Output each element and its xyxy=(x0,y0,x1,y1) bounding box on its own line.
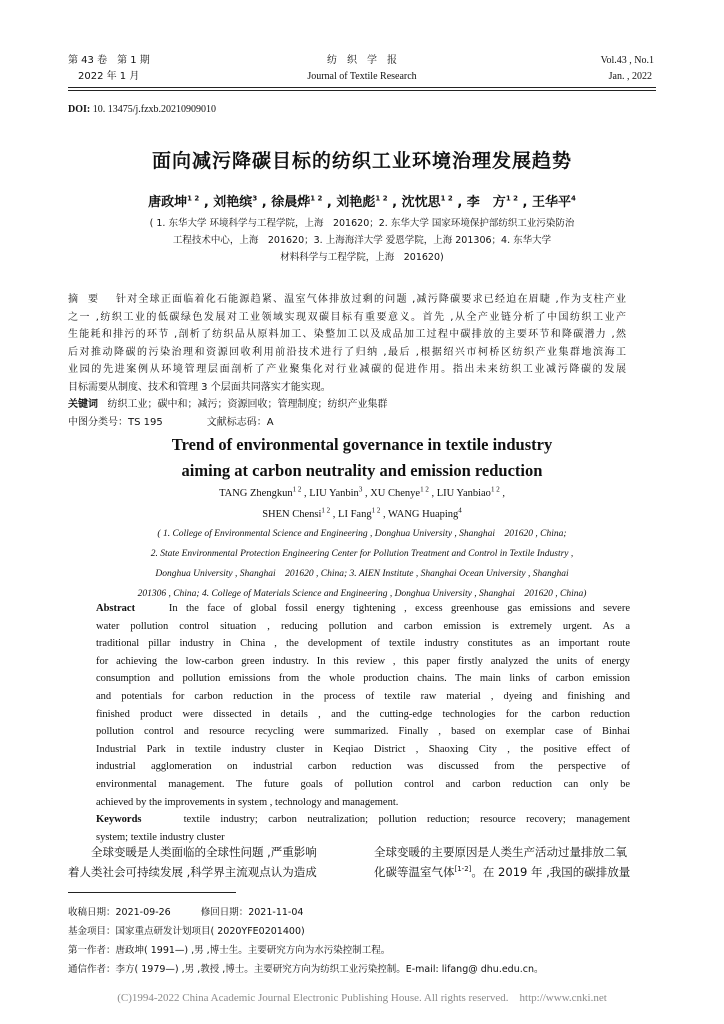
body-text: 。在 2019 年 ,我国的碳排放量 xyxy=(471,864,631,879)
keywords-en-values: textile industry; carbon neutralization; pollution reduction; resource recovery; management xyxy=(183,814,630,826)
author-separator: , xyxy=(322,195,337,210)
author-affiliation-marker: 1 2 xyxy=(310,194,323,203)
authors-en xyxy=(40,483,684,525)
abstract-en-line: achieved by the improvements in system , technology and management. xyxy=(96,796,399,808)
author-separator: , xyxy=(301,488,310,499)
keywords-cn-values: 纺织工业；碳中和；减污；资源回收；管理制度；纺织产业集群 xyxy=(107,399,388,410)
author-affiliation-marker: 1 2 xyxy=(505,194,518,203)
author-affiliation-marker: 1 2 xyxy=(292,485,302,494)
affiliation-cn-line: ( 1. 东华大学 环境科学与工程学院，上海 201620；2. 东华大学 国家环境保护部纺织工业污染防治 xyxy=(149,218,575,229)
abstract-en-line: environmental management. The future goals of pollution control and carbon reduction can only be xyxy=(96,778,630,790)
author-name: LIU Yanbiao xyxy=(436,488,491,499)
footnote-corresponding: 通信作者：李方( 1979—) ,男 ,教授 ,博士。主要研究方向为纺织工业污染控制。E-mail: lifang@ dhu.edu.cn。 xyxy=(68,964,544,975)
author-separator: , xyxy=(380,509,389,520)
author-name: LIU Yanbin xyxy=(309,488,359,499)
body-line xyxy=(374,863,664,883)
author-affiliation-marker: 1 2 xyxy=(187,194,200,203)
affiliations-en xyxy=(60,524,664,604)
header-journal-en: Journal of Textile Research xyxy=(307,71,417,82)
affiliation-en-line: ( 1. College of Environmental Science and Engineering , Donghua University , Shanghai 201620 , China; xyxy=(157,529,567,539)
abstract-cn-line: 针对全球正面临着化石能源趋紧、温室气体排放过剩的问题 ,减污降碳要求已经迫在眉睫 ,作为支柱产业 xyxy=(116,294,626,305)
author-affiliation-marker: 1 2 xyxy=(321,506,331,515)
clc-value: TS 195 xyxy=(128,416,163,428)
author-affiliation-marker: 1 2 xyxy=(490,485,500,494)
body-text: 化碳等温室气体 xyxy=(374,864,455,879)
authors-en-line xyxy=(40,504,684,525)
affiliation-en-line: 201306 , China; 4. College of Materials Science and Engineering , Donghua University , Shanghai 201620 , China) xyxy=(137,589,587,599)
author-affiliation-marker: 1 2 xyxy=(375,194,388,203)
abstract-cn-line: 目标需要从制度、技术和管理 3 个层面共同落实才能实现。 xyxy=(68,381,331,393)
abstract-en-line: finished product were dissected in details , and the cutting-edge technologies for the carbon reduction xyxy=(96,708,630,720)
author-name: 徐晨烨 xyxy=(271,195,311,210)
abstract-cn-label: 摘 要 xyxy=(68,294,98,305)
doi-value: 10. 13475/j.fzxb.20210909010 xyxy=(92,104,217,115)
abstract-en-line: for achieving the low-carbon green industry. In this review , this paper firstly analyzed the units of energy xyxy=(96,655,630,667)
abstract-cn-line: 后对推动降碳的污染治理和资源回收利用前沿技术进行了归纳 ,最后 ,根据绍兴市柯桥区纺织产业集群地滨海工 xyxy=(68,346,626,358)
header-rule-top xyxy=(68,87,656,88)
abstract-cn-line: 业园的先进案例从环境管理层面剖析了产业聚集化对行业减碳的促进作用。指出未来纺织工业减污降碳的发展 xyxy=(68,364,626,375)
page-title-cn: 面向减污降碳目标的纺织工业环境治理发展趋势 xyxy=(151,150,572,172)
abstract-en-line: pollution control and resource recycling were summarized. Finally , based on exemplar case of Binhai xyxy=(96,726,630,738)
author-separator: , xyxy=(330,509,339,520)
authors-cn xyxy=(40,191,684,210)
body-line: 全球变暖的主要原因是人类生产活动过量排放二氧 xyxy=(374,845,627,859)
revised-date: 修回日期：2021-11-04 xyxy=(200,907,304,918)
footnote-rule xyxy=(68,892,236,893)
author-affiliation-marker: 4 xyxy=(458,506,462,515)
author-affiliation-marker: 4 xyxy=(571,194,576,203)
keywords-en-line: system; textile industry cluster xyxy=(96,831,225,843)
doc-code-label: 文献标志码： xyxy=(206,416,267,428)
author-affiliation-marker: 3 xyxy=(358,485,363,494)
author-name: SHEN Chensi xyxy=(262,509,322,520)
abstract-en-line: Industrial Park in textile industry cluster in Keqiao District , Shaoxing City , the positive effect of xyxy=(96,743,630,755)
authors-en-line xyxy=(40,483,684,504)
abstract-en xyxy=(96,600,630,846)
footnotes xyxy=(68,903,668,979)
author-affiliation-marker: 1 2 xyxy=(371,506,381,515)
author-name: 唐政坤 xyxy=(148,195,188,210)
header-journal-cn: 纺 织 学 报 xyxy=(327,55,397,66)
author-name: 刘艳彪 xyxy=(336,195,376,210)
author-affiliation-marker: 1 2 xyxy=(440,194,453,203)
keywords-cn-label: 关键词 xyxy=(68,399,98,410)
author-name: LI Fang xyxy=(338,509,372,520)
author-affiliation-marker: 3 xyxy=(252,194,258,203)
affiliation-cn-line: 材料科学与工程学院，上海 201620) xyxy=(280,252,444,263)
affiliation-en-line: Donghua University , Shanghai 201620 , China; 3. AIEN Institute , Shanghai Ocean University , Shanghai xyxy=(155,569,569,579)
abstract-en-line xyxy=(96,600,630,618)
header-volume-issue-cn: 第 43 卷 第 1 期 xyxy=(68,55,150,66)
header-volume-issue-en: Vol.43 , No.1 xyxy=(600,55,654,66)
abstract-en-line: industrial agglomeration on industrial carbon reduction was discussed from the perspective of xyxy=(96,761,630,773)
body-column-left xyxy=(68,843,358,882)
body-line: 全球变暖是人类面临的全球性问题 ,严重影响 xyxy=(91,845,317,859)
author-name: XU Chenye xyxy=(370,488,421,499)
affiliation-cn-line: 工程技术中心，上海 201620；3. 上海海洋大学 爱恩学院，上海 201306；4. 东华大学 xyxy=(172,235,552,246)
abstract-en-line: and potentials for carbon reduction in the process of textile raw material , dyeing and finishing and xyxy=(96,690,630,702)
title-en-line: Trend of environmental governance in textile industry xyxy=(171,435,553,454)
author-separator: , xyxy=(452,195,467,210)
keywords-en-label: Keywords xyxy=(96,814,142,826)
author-name: 王华平 xyxy=(532,195,572,210)
keywords-en xyxy=(96,811,630,829)
header-date-en: Jan. , 2022 xyxy=(608,71,652,82)
author-separator: , xyxy=(499,488,505,499)
author-separator: , xyxy=(199,195,214,210)
abstract-en-line: water pollution control situation , reducing pollution and carbon emission is extremely urgent. As a xyxy=(96,620,630,632)
author-separator: , xyxy=(518,195,532,210)
abstract-cn-line: 生能耗和排污的环节 ,剖析了纺织品从原料加工、染整加工以及成品加工过程中碳排放的主要环节和降碳潜力 ,然 xyxy=(68,329,626,340)
body-column-right xyxy=(374,843,664,882)
author-name: 刘艳缤 xyxy=(213,195,253,210)
footnote-dates xyxy=(68,903,668,922)
title-en-line: aiming at carbon neutrality and emission reduction xyxy=(181,461,543,480)
abstract-en-text: In the face of global fossil energy tightening , excess greenhouse gas emissions and severe xyxy=(168,603,630,614)
author-name: 沈忱思 xyxy=(401,195,441,210)
citation-ref: [1-2] xyxy=(454,864,472,873)
classification-cn xyxy=(68,414,626,432)
page-title-en xyxy=(40,432,684,484)
author-separator: , xyxy=(257,195,272,210)
abstract-en-label: Abstract xyxy=(96,603,136,614)
affiliation-en-line: 2. State Environmental Protection Engineering Center for Pollution Treatment and Control in Textile Industry , xyxy=(150,549,574,559)
keywords-cn xyxy=(68,396,626,414)
header-date-cn: 2022 年 1 月 xyxy=(78,71,140,82)
footnote-fund: 基金项目：国家重点研发计划项目( 2020YFE0201400) xyxy=(68,926,305,937)
author-name: 李 方 xyxy=(466,195,506,210)
author-affiliation-marker: 1 2 xyxy=(420,485,429,494)
author-separator: , xyxy=(362,488,371,499)
clc-label: 中图分类号： xyxy=(68,416,128,428)
affiliations-cn xyxy=(90,215,634,266)
doi xyxy=(68,104,216,115)
header-rule-bottom xyxy=(68,90,656,91)
author-separator: , xyxy=(428,488,437,499)
copyright-notice: (C)1994-2022 China Academic Journal Electronic Publishing House. All rights reserved. http://www.cnki.net xyxy=(117,992,607,1004)
body-line: 着人类社会可持续发展 ,科学界主流观点认为造成 xyxy=(68,864,317,879)
footnote-first-author: 第一作者：唐政坤( 1991—) ,男 ,博士生。主要研究方向为水污染控制工程。 xyxy=(68,945,391,956)
abstract-en-line: consumption and pollution emissions from the whole production chains. The main links of carbon emission xyxy=(96,673,630,685)
received-date: 收稿日期：2021-09-26 xyxy=(68,907,171,918)
abstract-cn xyxy=(68,291,626,431)
author-name: WANG Huaping xyxy=(388,509,459,520)
abstract-cn-line: 之一 ,纺织工业的低碳绿色发展对工业领域实现双碳目标有重要意义。首先 ,从全产业链分析了中国纺织工业产 xyxy=(68,311,626,323)
doi-label: DOI: xyxy=(68,104,91,115)
author-separator: , xyxy=(387,195,402,210)
doc-code-value: A xyxy=(266,416,274,428)
author-name: TANG Zhengkun xyxy=(219,488,293,499)
abstract-en-line: traditional pillar industry in China , the development of textile industry constitutes as an important route xyxy=(96,638,630,650)
